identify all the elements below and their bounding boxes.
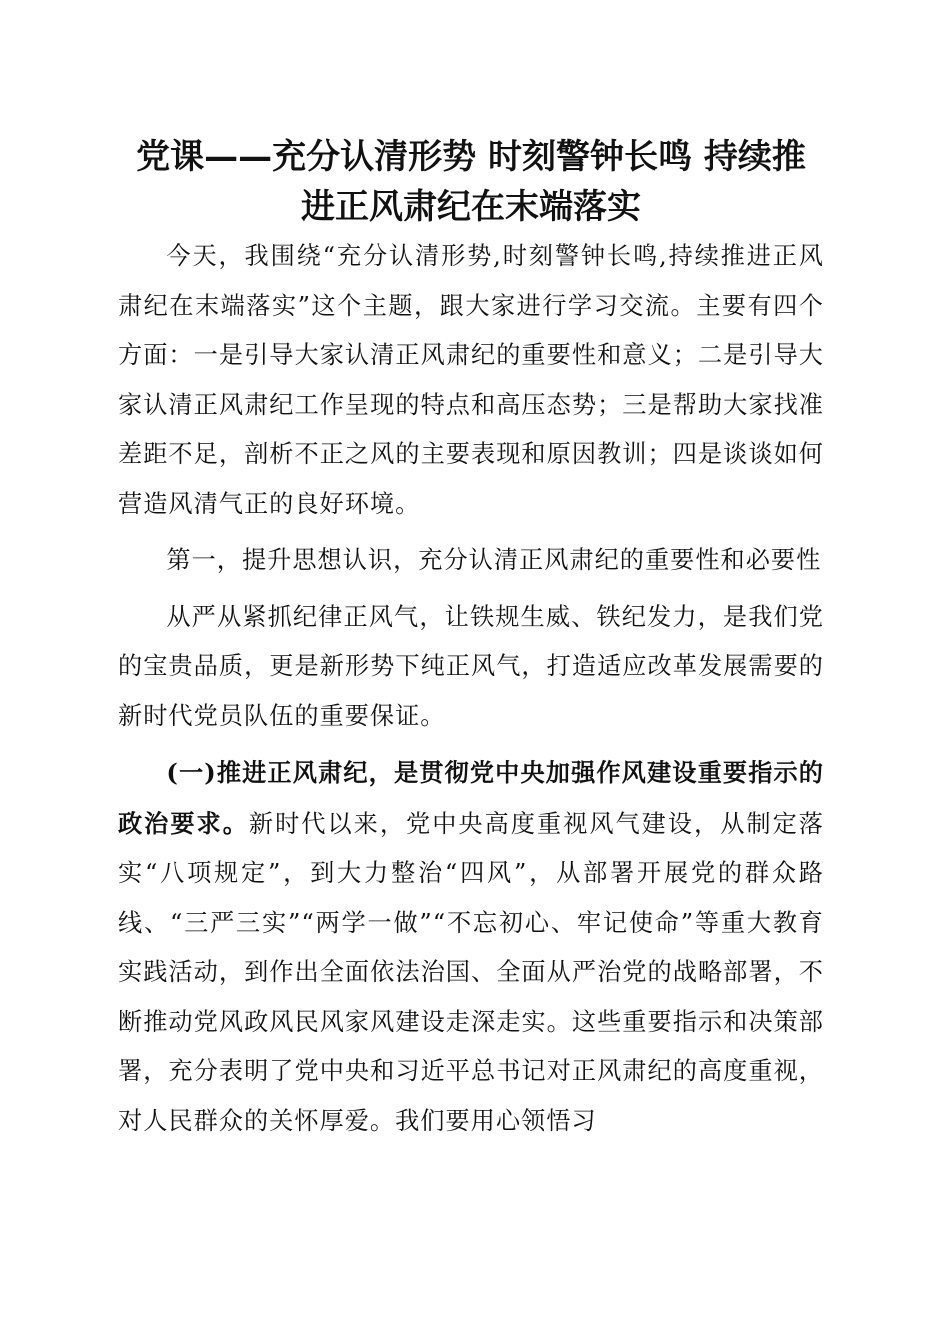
document-page xyxy=(118,132,824,1146)
title-line-1: 党课——充分认清形势 时刻警钟长鸣 持续推 xyxy=(136,137,806,177)
section-one-body: 新时代以来，党中央高度重视风气建设，从制定落实“八项规定”，到大力整治“四风”，从部署开展党的群众路线、“三严三实”“两学一做”“不忘初心、牢记使命”等重大教育实践活动，到作出全面依法治国、全面从严治党的战略部署，不断推动党风政风民风家风建设走深走实。这些重要指示和决策部署，充分表明了党中央和习近平总书记对正风肃纪的高度重视，对人民群众的关怀厚爱。我们要用心领悟习 xyxy=(118,809,824,1135)
document-title xyxy=(118,132,824,232)
title-line-2: 进正风肃纪在末端落实 xyxy=(301,187,641,227)
part-one-heading: 第一，提升思想认识，充分认清正风肃纪的重要性和必要性 xyxy=(166,546,822,574)
part-one-intro-paragraph: 从严从紧抓纪律正风气，让铁规生威、铁纪发力，是我们党的宝贵品质，更是新形势下纯正风气，打造适应改革发展需要的新时代党员队伍的重要保证。 xyxy=(118,602,824,730)
section-one-paragraph xyxy=(118,748,824,1146)
intro-paragraph: 今天，我围绕“充分认清形势,时刻警钟长鸣,持续推进正风肃纪在末端落实”这个主题，跟大家进行学习交流。主要有四个方面：一是引导大家认清正风肃纪的重要性和意义；二是引导大家认清正风肃纪工作呈现的特点和高压态势；三是帮助大家找准差距不足，剖析不正之风的主要表现和原因教训；四是谈谈如何营造风清气正的良好环境。 xyxy=(118,242,824,518)
section-one-heading: (一)推进正风肃纪，是贯彻党中央加强作风建设重要指示的政治要求。 xyxy=(118,758,824,838)
